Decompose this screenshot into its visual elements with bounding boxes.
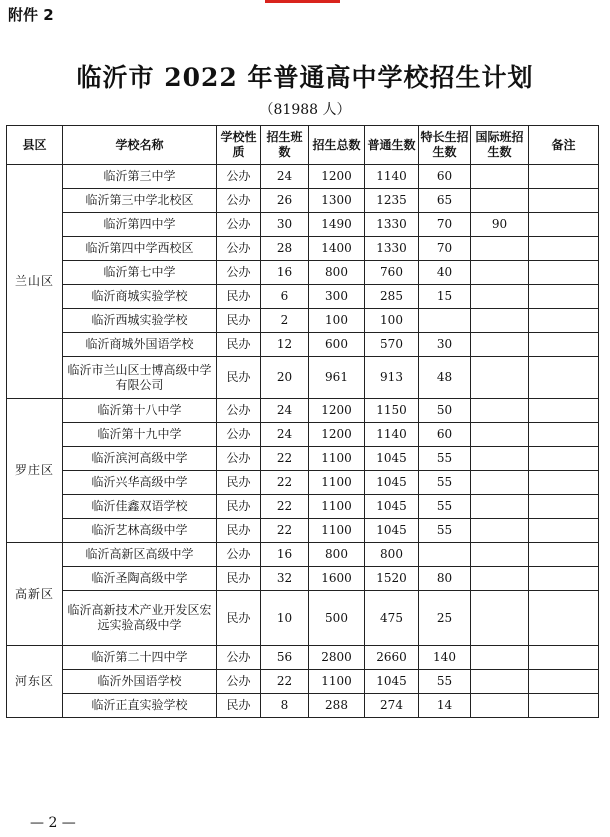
regular-cell: 1140 (365, 165, 419, 189)
type-cell: 公办 (217, 237, 261, 261)
international-cell (471, 519, 529, 543)
special-cell: 15 (419, 285, 471, 309)
table-row (7, 447, 599, 471)
regular-cell: 913 (365, 357, 419, 399)
classes-cell: 22 (261, 670, 309, 694)
special-cell: 30 (419, 333, 471, 357)
type-cell: 公办 (217, 189, 261, 213)
international-cell (471, 591, 529, 646)
classes-cell: 32 (261, 567, 309, 591)
remarks-cell (529, 543, 599, 567)
school-name-cell: 临沂第十九中学 (63, 423, 217, 447)
header-district: 县区 (7, 126, 63, 165)
school-name-cell: 临沂第四中学西校区 (63, 237, 217, 261)
type-cell: 民办 (217, 471, 261, 495)
classes-cell: 24 (261, 423, 309, 447)
total-cell: 288 (309, 694, 365, 718)
classes-cell: 28 (261, 237, 309, 261)
table-row (7, 261, 599, 285)
table-row (7, 591, 599, 646)
total-cell: 300 (309, 285, 365, 309)
header-regular-students: 普通生数 (365, 126, 419, 165)
classes-cell: 8 (261, 694, 309, 718)
remarks-cell (529, 237, 599, 261)
special-cell: 25 (419, 591, 471, 646)
classes-cell: 26 (261, 189, 309, 213)
total-cell: 1100 (309, 447, 365, 471)
international-cell: 90 (471, 213, 529, 237)
total-cell: 1300 (309, 189, 365, 213)
type-cell: 公办 (217, 165, 261, 189)
remarks-cell (529, 591, 599, 646)
total-cell: 1490 (309, 213, 365, 237)
regular-cell: 570 (365, 333, 419, 357)
special-cell: 40 (419, 261, 471, 285)
international-cell (471, 423, 529, 447)
type-cell: 民办 (217, 333, 261, 357)
table-row (7, 189, 599, 213)
school-name-cell: 临沂第十八中学 (63, 399, 217, 423)
international-cell (471, 495, 529, 519)
special-cell: 65 (419, 189, 471, 213)
remarks-cell (529, 165, 599, 189)
table-row (7, 309, 599, 333)
type-cell: 公办 (217, 646, 261, 670)
special-cell: 55 (419, 670, 471, 694)
classes-cell: 24 (261, 399, 309, 423)
total-cell: 1100 (309, 519, 365, 543)
special-cell: 70 (419, 213, 471, 237)
table-row (7, 694, 599, 718)
regular-cell: 2660 (365, 646, 419, 670)
regular-cell: 1330 (365, 213, 419, 237)
school-name-cell: 临沂第三中学 (63, 165, 217, 189)
regular-cell: 274 (365, 694, 419, 718)
special-cell: 60 (419, 165, 471, 189)
classes-cell: 24 (261, 165, 309, 189)
international-cell (471, 694, 529, 718)
type-cell: 公办 (217, 399, 261, 423)
classes-cell: 30 (261, 213, 309, 237)
school-name-cell: 临沂滨河高级中学 (63, 447, 217, 471)
international-cell (471, 285, 529, 309)
special-cell: 60 (419, 423, 471, 447)
regular-cell: 1330 (365, 237, 419, 261)
type-cell: 公办 (217, 543, 261, 567)
school-name-cell: 临沂高新技术产业开发区宏远实验高级中学 (63, 591, 217, 646)
regular-cell: 1150 (365, 399, 419, 423)
type-cell: 民办 (217, 591, 261, 646)
table-row (7, 423, 599, 447)
header-total-enrollment: 招生总数 (309, 126, 365, 165)
type-cell: 民办 (217, 495, 261, 519)
international-cell (471, 189, 529, 213)
regular-cell: 800 (365, 543, 419, 567)
remarks-cell (529, 399, 599, 423)
school-name-cell: 临沂艺林高级中学 (63, 519, 217, 543)
school-name-cell: 临沂兴华高级中学 (63, 471, 217, 495)
special-cell: 140 (419, 646, 471, 670)
total-cell: 1100 (309, 495, 365, 519)
international-cell (471, 447, 529, 471)
table-row (7, 646, 599, 670)
header-remarks: 备注 (529, 126, 599, 165)
district-cell: 兰山区 (7, 165, 63, 399)
document-title: 临沂市 2022 年普通高中学校招生计划 (76, 63, 534, 92)
school-name-cell: 临沂第四中学 (63, 213, 217, 237)
remarks-cell (529, 333, 599, 357)
district-cell: 罗庄区 (7, 399, 63, 543)
classes-cell: 20 (261, 357, 309, 399)
table-row (7, 543, 599, 567)
table-row (7, 333, 599, 357)
remarks-cell (529, 357, 599, 399)
header-school-type: 学校性质 (217, 126, 261, 165)
header-school-name: 学校名称 (63, 126, 217, 165)
regular-cell: 1520 (365, 567, 419, 591)
remarks-cell (529, 189, 599, 213)
international-cell (471, 399, 529, 423)
table-row (7, 670, 599, 694)
remarks-cell (529, 285, 599, 309)
remarks-cell (529, 519, 599, 543)
table-header-row (7, 126, 599, 165)
remarks-cell (529, 495, 599, 519)
classes-cell: 2 (261, 309, 309, 333)
remarks-cell (529, 670, 599, 694)
classes-cell: 16 (261, 543, 309, 567)
special-cell: 55 (419, 495, 471, 519)
classes-cell: 6 (261, 285, 309, 309)
remarks-cell (529, 261, 599, 285)
total-cell: 500 (309, 591, 365, 646)
total-cell: 1200 (309, 165, 365, 189)
enrollment-plan-table (6, 125, 599, 718)
total-cell: 1200 (309, 423, 365, 447)
special-cell: 14 (419, 694, 471, 718)
remarks-cell (529, 567, 599, 591)
regular-cell: 1045 (365, 519, 419, 543)
header-special-talent: 特长生招生数 (419, 126, 471, 165)
international-cell (471, 309, 529, 333)
red-header-mark (265, 0, 340, 3)
school-name-cell: 临沂市兰山区士博高级中学有限公司 (63, 357, 217, 399)
remarks-cell (529, 646, 599, 670)
regular-cell: 1045 (365, 495, 419, 519)
total-cell: 1400 (309, 237, 365, 261)
international-cell (471, 471, 529, 495)
table-row (7, 471, 599, 495)
special-cell: 80 (419, 567, 471, 591)
table-row (7, 519, 599, 543)
type-cell: 公办 (217, 213, 261, 237)
regular-cell: 100 (365, 309, 419, 333)
total-cell: 100 (309, 309, 365, 333)
document-subtitle: （81988 人） (259, 102, 351, 118)
total-cell: 1100 (309, 670, 365, 694)
table-row (7, 285, 599, 309)
table-row (7, 165, 599, 189)
school-name-cell: 临沂圣陶高级中学 (63, 567, 217, 591)
classes-cell: 22 (261, 471, 309, 495)
type-cell: 公办 (217, 261, 261, 285)
school-name-cell: 临沂外国语学校 (63, 670, 217, 694)
type-cell: 民办 (217, 519, 261, 543)
international-cell (471, 670, 529, 694)
regular-cell: 475 (365, 591, 419, 646)
regular-cell: 1045 (365, 447, 419, 471)
school-name-cell: 临沂西城实验学校 (63, 309, 217, 333)
total-cell: 600 (309, 333, 365, 357)
total-cell: 2800 (309, 646, 365, 670)
type-cell: 公办 (217, 423, 261, 447)
international-cell (471, 543, 529, 567)
regular-cell: 285 (365, 285, 419, 309)
special-cell (419, 309, 471, 333)
regular-cell: 1045 (365, 471, 419, 495)
school-name-cell: 临沂商城外国语学校 (63, 333, 217, 357)
classes-cell: 56 (261, 646, 309, 670)
regular-cell: 1045 (365, 670, 419, 694)
remarks-cell (529, 309, 599, 333)
school-name-cell: 临沂佳鑫双语学校 (63, 495, 217, 519)
special-cell: 55 (419, 471, 471, 495)
international-cell (471, 567, 529, 591)
district-cell: 高新区 (7, 543, 63, 646)
remarks-cell (529, 423, 599, 447)
classes-cell: 10 (261, 591, 309, 646)
special-cell: 55 (419, 519, 471, 543)
school-name-cell: 临沂第七中学 (63, 261, 217, 285)
international-cell (471, 261, 529, 285)
classes-cell: 22 (261, 495, 309, 519)
table-row (7, 399, 599, 423)
type-cell: 公办 (217, 447, 261, 471)
total-cell: 800 (309, 261, 365, 285)
international-cell (471, 333, 529, 357)
header-class-count: 招生班数 (261, 126, 309, 165)
remarks-cell (529, 694, 599, 718)
remarks-cell (529, 471, 599, 495)
special-cell: 48 (419, 357, 471, 399)
type-cell: 民办 (217, 357, 261, 399)
remarks-cell (529, 213, 599, 237)
type-cell: 公办 (217, 670, 261, 694)
total-cell: 1600 (309, 567, 365, 591)
special-cell: 50 (419, 399, 471, 423)
attachment-label: 附件 2 (8, 6, 54, 24)
school-name-cell: 临沂第二十四中学 (63, 646, 217, 670)
type-cell: 民办 (217, 309, 261, 333)
classes-cell: 12 (261, 333, 309, 357)
regular-cell: 1140 (365, 423, 419, 447)
classes-cell: 22 (261, 519, 309, 543)
header-international-class: 国际班招生数 (471, 126, 529, 165)
international-cell (471, 357, 529, 399)
table-row (7, 237, 599, 261)
special-cell (419, 543, 471, 567)
type-cell: 民办 (217, 694, 261, 718)
table-row (7, 495, 599, 519)
classes-cell: 22 (261, 447, 309, 471)
school-name-cell: 临沂商城实验学校 (63, 285, 217, 309)
district-cell: 河东区 (7, 646, 63, 718)
special-cell: 55 (419, 447, 471, 471)
classes-cell: 16 (261, 261, 309, 285)
remarks-cell (529, 447, 599, 471)
regular-cell: 1235 (365, 189, 419, 213)
type-cell: 民办 (217, 285, 261, 309)
total-cell: 961 (309, 357, 365, 399)
international-cell (471, 646, 529, 670)
special-cell: 70 (419, 237, 471, 261)
school-name-cell: 临沂第三中学北校区 (63, 189, 217, 213)
total-cell: 1100 (309, 471, 365, 495)
total-cell: 800 (309, 543, 365, 567)
table-row (7, 567, 599, 591)
international-cell (471, 237, 529, 261)
school-name-cell: 临沂正直实验学校 (63, 694, 217, 718)
regular-cell: 760 (365, 261, 419, 285)
international-cell (471, 165, 529, 189)
table-row (7, 213, 599, 237)
total-cell: 1200 (309, 399, 365, 423)
school-name-cell: 临沂高新区高级中学 (63, 543, 217, 567)
page-number: — 2 — (30, 815, 76, 831)
table-row (7, 357, 599, 399)
type-cell: 民办 (217, 567, 261, 591)
